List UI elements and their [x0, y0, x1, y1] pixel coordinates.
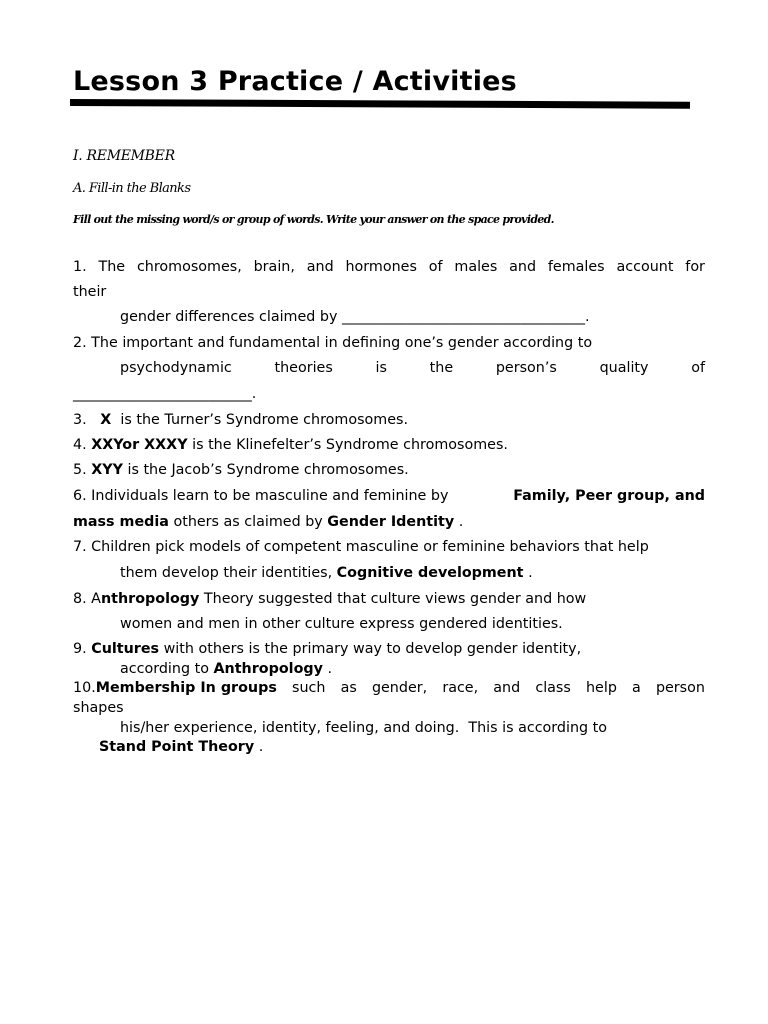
item-8-line-2: women and men in other culture express gendered identities. — [120, 616, 563, 632]
item-4: 4. XXYor XXXY is the Klinefelter’s Syndrome chromosomes. — [73, 437, 508, 453]
item-9-line-2: according to Anthropology . — [120, 661, 333, 677]
item-2-line-2: psychodynamic theories is the person’s quality of — [120, 360, 705, 376]
item-1-line-3: gender differences claimed by __________________________________. — [120, 309, 590, 325]
item-10-line-4: Stand Point Theory . — [99, 739, 264, 755]
item-8-line-1: 8. Anthropology Theory suggested that culture views gender and how — [73, 591, 587, 607]
item-9-answer-1: Cultures — [91, 641, 160, 657]
instructions: Fill out the missing word/s or group of words. Write your answer on the space provided. — [73, 213, 554, 226]
item-10-line-3: his/her experience, identity, feeling, and doing. This is according to — [120, 720, 608, 736]
item-10-answer-2: Stand Point Theory — [99, 739, 255, 755]
item-10-line-1: 10.Membership In groups such as gender, race, and class help a person — [73, 680, 705, 696]
item-7-answer: Cognitive development — [336, 565, 524, 581]
item-6-answer-2: Gender Identity — [327, 514, 455, 530]
item-7-line-1: 7. Children pick models of competent masculine or feminine behaviors that help — [73, 539, 649, 555]
item-5: 5. XYY is the Jacob’s Syndrome chromosomes. — [73, 462, 409, 478]
item-2-line-3: _________________________. — [73, 386, 257, 402]
item-10-answer-1: Membership In groups — [95, 680, 277, 696]
item-6-answer-1: Family, Peer group, and — [513, 488, 705, 504]
item-9-answer-2: Anthropology — [213, 661, 323, 677]
item-1-line-2: their — [73, 284, 107, 300]
item-3-answer: X — [100, 412, 112, 428]
item-9-line-1: 9. Cultures with others is the primary way to develop gender identity, — [73, 641, 582, 657]
item-6-line-2: mass media others as claimed by Gender Identity . — [73, 514, 464, 530]
subsection-heading: A. Fill-in the Blanks — [73, 181, 191, 196]
item-7-line-2: them develop their identities, Cognitive development . — [120, 565, 533, 581]
section-heading: I. REMEMBER — [73, 148, 175, 164]
item-6-answer-1b: mass media — [73, 514, 169, 530]
item-6-line-1: 6. Individuals learn to be masculine and feminine by Family, Peer group, and — [73, 488, 705, 504]
page-title: Lesson 3 Practice / Activities — [73, 66, 517, 97]
item-8-answer: nthropology — [100, 591, 200, 607]
item-3: 3. X is the Turner’s Syndrome chromosomes. — [73, 412, 408, 428]
item-4-answer: XXYor XXXY — [91, 437, 188, 453]
item-1-line-1: 1. The chromosomes, brain, and hormones of males and females account for — [73, 259, 705, 275]
item-2-line-1: 2. The important and fundamental in defining one’s gender according to — [73, 335, 593, 351]
item-10-line-2: shapes — [73, 700, 124, 716]
title-underline — [70, 99, 690, 109]
item-5-answer: XYY — [91, 462, 123, 478]
